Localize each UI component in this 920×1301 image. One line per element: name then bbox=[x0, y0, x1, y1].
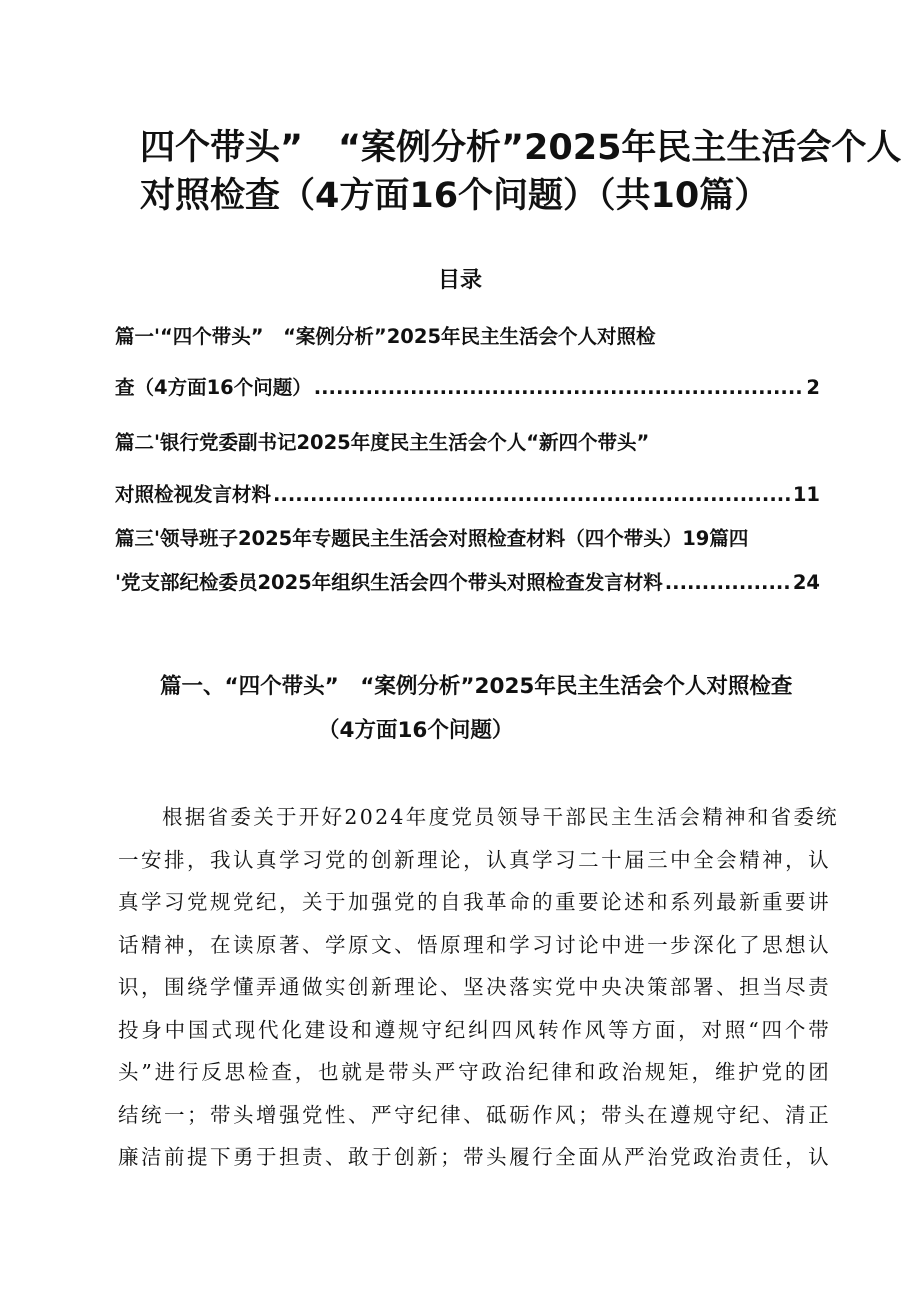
body-line: 廉洁前提下勇于担责、敢于创新；带头履行全面从严治党政治责任，认 bbox=[118, 1145, 831, 1169]
toc-entry-2-line-1[interactable]: 篇二'银行党委副书记2025年度民主生活会个人“新四个带头” bbox=[115, 431, 650, 454]
body-line: 真学习党规党纪，关于加强党的自我革命的重要论述和系列最新重要讲 bbox=[118, 890, 831, 914]
section-heading-line-2: （4方面16个问题） bbox=[318, 718, 514, 743]
toc-entry-1-line-2[interactable] bbox=[115, 373, 820, 403]
toc-entry-3-line-1[interactable]: 篇三'领导班子2025年专题民主生活会对照检查材料（四个带头）19篇四 bbox=[115, 527, 749, 550]
document-title-line-1: 四个带头” “案例分析”2025年民主生活会个人 bbox=[140, 128, 902, 168]
document-title-line-2: 对照检查（4方面16个问题）（共10篇） bbox=[140, 176, 770, 216]
toc-entry-1-page: 2 bbox=[806, 376, 820, 399]
body-line: 一安排，我认真学习党的创新理论，认真学习二十届三中全会精神，认 bbox=[118, 847, 831, 872]
toc-leader-dots bbox=[665, 568, 791, 598]
body-line: 头”进行反思检查，也就是带头严守政治纪律和政治规矩，维护党的团 bbox=[118, 1060, 831, 1084]
toc-entry-2-line-2[interactable] bbox=[115, 480, 820, 510]
document-title bbox=[140, 124, 902, 220]
toc-heading: 目录 bbox=[437, 268, 482, 293]
toc-leader-dots bbox=[314, 373, 805, 403]
body-line: 投身中国式现代化建设和遵规守纪纠四风转作风等方面，对照“四个带 bbox=[118, 1017, 831, 1042]
toc-entry-1-line-1[interactable]: 篇一'“四个带头” “案例分析”2025年民主生活会个人对照检 bbox=[115, 325, 656, 348]
body-line: 根据省委关于开好2024年度党员领导干部民主生活会精神和省委统 bbox=[162, 805, 839, 829]
toc-entry-2-text: 对照检视发言材料 bbox=[115, 483, 272, 506]
toc-entry-1-text: 查（4方面16个问题） bbox=[115, 376, 312, 399]
toc-entry-3-text: '党支部纪检委员2025年组织生活会四个带头对照检查发言材料 bbox=[115, 571, 663, 594]
toc-leader-dots bbox=[273, 480, 791, 510]
body-line: 识，围绕学懂弄通做实创新理论、坚决落实党中央决策部署、担当尽责 bbox=[118, 975, 831, 999]
toc-entry-3-page: 24 bbox=[792, 571, 820, 594]
body-paragraph bbox=[118, 796, 839, 1179]
body-line: 话精神，在读原著、学原文、悟原理和学习讨论中进一步深化了思想认 bbox=[118, 932, 831, 957]
toc-entry-2-page: 11 bbox=[792, 483, 820, 506]
body-line: 结统一；带头增强党性、严守纪律、砥砺作风；带头在遵规守纪、清正 bbox=[118, 1102, 831, 1127]
section-heading bbox=[160, 665, 840, 753]
section-heading-line-1: 篇一、“四个带头” “案例分析”2025年民主生活会个人对照检查 bbox=[160, 674, 793, 699]
toc-entry-3-line-2[interactable] bbox=[115, 568, 820, 598]
